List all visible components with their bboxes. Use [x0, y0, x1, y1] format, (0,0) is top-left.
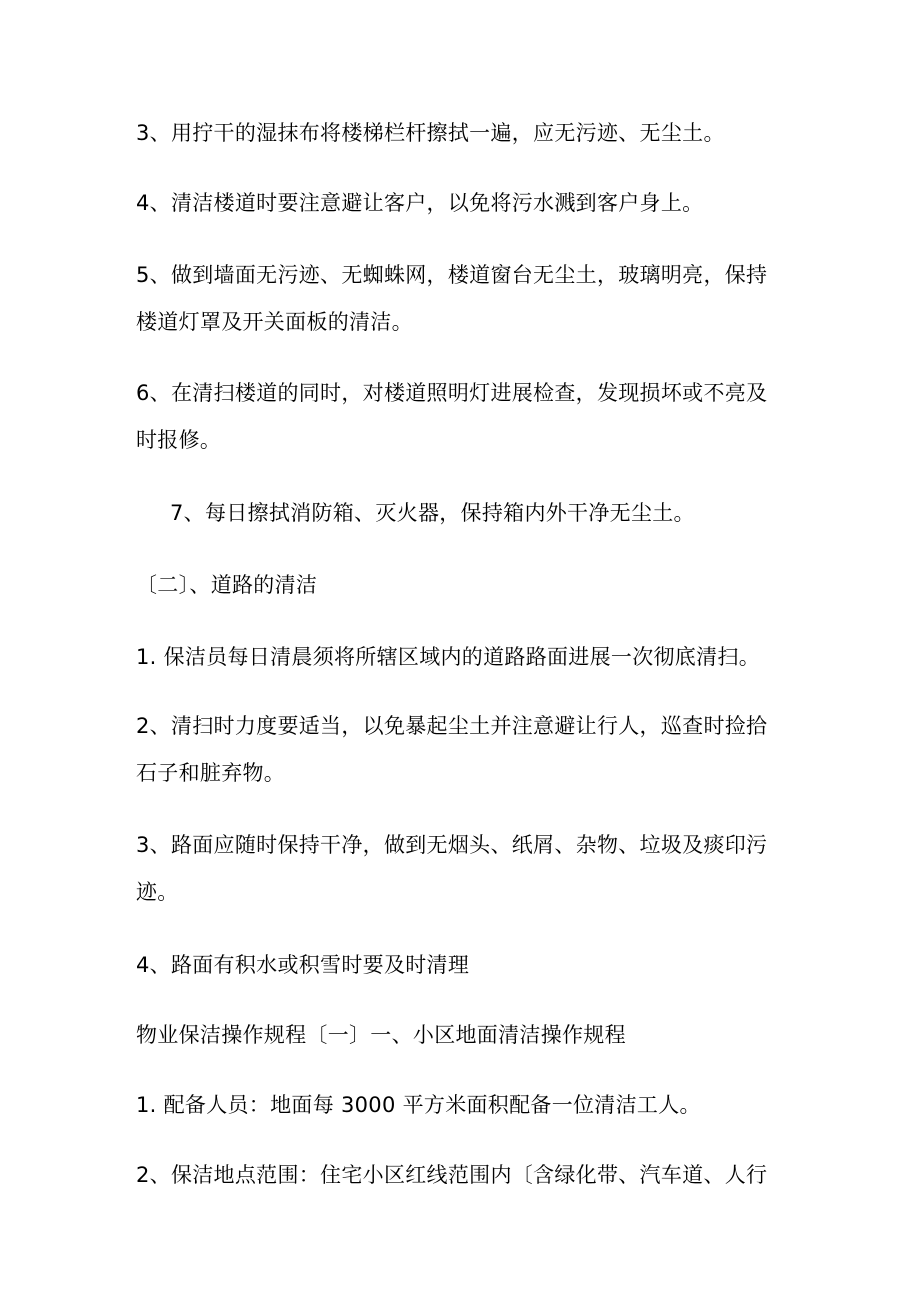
- paragraph-lighting-check: 6、在清扫楼道的同时，对楼道照明灯进展检查，发现损坏或不亮及时报修。: [136, 381, 768, 452]
- paragraph-cleaning-scope: 2、保洁地点范围：住宅小区红线范围内〔含绿化带、汽车道、人行: [136, 1163, 768, 1187]
- paragraph-wall-cleanliness: 5、做到墙面无污迹、无蜘蛛网，楼道窗台无尘土，玻璃明亮，保持楼道灯罩及开关面板的清洁。: [136, 263, 768, 334]
- section-heading-ground-rules: 物业保洁操作规程〔一〕一、小区地面清洁操作规程: [136, 1023, 626, 1047]
- paragraph-road-clean: 3、路面应随时保持干净，做到无烟头、纸屑、杂物、垃圾及痰印污迹。: [136, 833, 768, 904]
- paragraph-avoid-customers: 4、清洁楼道时要注意避让客户，以免将污水溅到客户身上。: [136, 191, 704, 215]
- paragraph-sweeping-force: 2、清扫时力度要适当，以免暴起尘土并注意避让行人，巡查时捡拾石子和脏弃物。: [136, 714, 768, 785]
- paragraph-staffing: 1. 配备人员：地面每 3000 平方米面积配备一位清洁工人。: [136, 1093, 701, 1117]
- section-heading-road-cleaning: 〔二〕、道路的清洁: [136, 573, 318, 597]
- paragraph-water-snow: 4、路面有积水或积雪时要及时清理: [136, 953, 470, 977]
- paragraph-stair-railing: 3、用拧干的湿抹布将楼梯栏杆擦拭一遍，应无污迹、无尘土。: [136, 121, 725, 145]
- paragraph-morning-sweep: 1. 保洁员每日清晨须将所辖区域内的道路路面进展一次彻底清扫。: [136, 645, 761, 669]
- paragraph-fire-equipment: 7、每日擦拭消防箱、灭火器，保持箱内外干净无尘土。: [170, 501, 695, 525]
